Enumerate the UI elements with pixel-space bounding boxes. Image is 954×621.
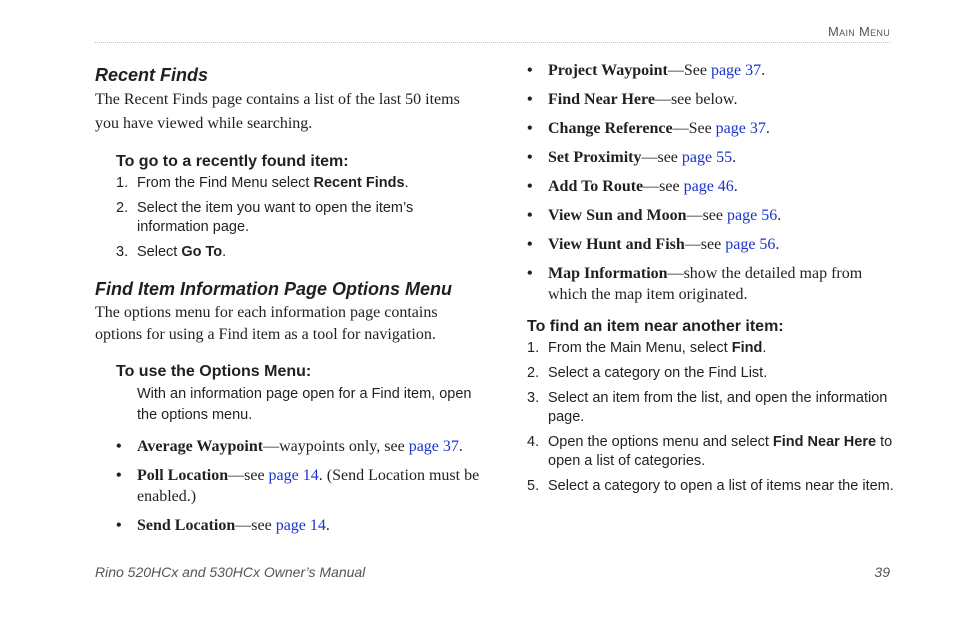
step-text-end: . [404,175,409,191]
step-text: Open the options menu and select [548,434,773,450]
bullet-dot: • [527,178,533,195]
bullet-text: —see [686,207,727,224]
bullet-dot: • [527,207,533,224]
bullet-term: Send Location [137,517,236,534]
bullet-dot: • [527,236,533,253]
step-item [116,174,485,193]
bullet-item [527,60,897,81]
step-text-end: . [222,244,227,260]
bullet-text: —See [672,120,716,137]
bullet-text: —see [641,149,682,166]
step-item [527,433,897,471]
bullet-term: Set Proximity [548,149,642,166]
bullet-text: —see [235,517,276,534]
recent-finds-intro: The Recent Finds page contains a list of the last 50 items you have viewed while searching. [95,91,460,132]
bullet-text-end: . [765,120,770,137]
bullet-dot: • [116,467,122,484]
bullet-term: Average Waypoint [137,438,264,455]
bullet-text: —see below. [654,91,738,108]
bullet-term: Find Near Here [548,91,655,108]
bullet-item [527,263,897,305]
bullet-dot: • [527,149,533,166]
options-menu-bullets [116,436,485,536]
step-item [116,243,485,262]
bullet-text-end: . [775,236,780,253]
footer-page-number: 39 [874,564,890,580]
step-bold: Go To [181,244,223,260]
right-column [527,60,897,502]
bullet-item [116,465,485,507]
bullet-text-end: . [732,149,737,166]
step-number: 1. [116,175,129,191]
bullet-text: —See [667,62,711,79]
step-text: Select [137,244,182,260]
step-number: 2. [116,200,129,216]
page-link[interactable]: page 14 [275,517,326,534]
bullet-dot: • [116,438,122,455]
recent-finds-steps [116,174,485,262]
options-menu-procedure-text: With an information page open for a Find item, open the options menu. [137,386,472,423]
step-number: 2. [527,365,540,381]
bullet-text-end: . [458,438,463,455]
step-text: Select an item from the list, and open the information page. [548,390,888,425]
bullet-term: Map Information [548,265,668,282]
bullet-text: —see [228,467,269,484]
bullet-dot: • [527,120,533,137]
bullet-term: View Hunt and Fish [548,236,685,253]
step-text: Select the item you want to open the item’s information page. [137,200,414,235]
left-column [95,60,485,544]
step-bold: Find [731,340,763,356]
options-menu-heading: Find Item Information Page Options Menu [95,279,453,299]
step-number: 4. [527,434,540,450]
options-menu-intro: The options menu for each information page contains options for using a Find item as a tool for navigation. [95,304,438,343]
bullet-text: —waypoints only, see [263,438,409,455]
bullet-item [527,234,897,255]
bullet-term: Poll Location [137,467,229,484]
step-item [527,477,897,496]
bullet-item [527,205,897,226]
step-item [527,364,897,383]
step-text: From the Main Menu, select [548,340,732,356]
bullet-dot: • [527,62,533,79]
page-link[interactable]: page 46 [683,178,734,195]
step-text-end: to open a list of categories. [548,434,893,469]
bullet-item [116,515,485,536]
bullet-item [527,147,897,168]
find-near-steps [527,339,897,496]
bullet-dot: • [527,91,533,108]
page-link[interactable]: page 37 [710,62,762,79]
step-text: From the Find Menu select [137,175,314,191]
step-text: Select a category on the Find List. [548,365,768,381]
page-link[interactable]: page 56 [727,207,778,224]
bullet-item [527,118,897,139]
step-item [527,389,897,427]
bullet-item [116,436,485,457]
running-header: Main Menu [828,24,890,39]
step-bold: Find Near Here [772,434,877,450]
step-number: 1. [527,340,540,356]
recent-finds-procedure-title: To go to a recently found item: [116,153,349,170]
find-near-procedure-title: To find an item near another item: [527,318,784,335]
page-link[interactable]: page 37 [715,120,766,137]
page-link[interactable]: page 56 [725,236,776,253]
step-number: 5. [527,478,540,494]
bullet-text: —show the detailed map from which the map item originated. [548,265,863,303]
bullet-term: Project Waypoint [548,62,668,79]
page-link[interactable]: page 55 [681,149,733,166]
page-link[interactable]: page 37 [408,438,459,455]
step-number: 3. [527,390,540,406]
step-text-end: . [762,340,767,356]
step-bold: Recent Finds [313,175,405,191]
bullet-text: —see [643,178,684,195]
options-menu-bullets-continued [527,60,897,305]
bullet-text: —see [684,236,726,253]
bullet-text-end: . [733,178,738,195]
step-item [527,339,897,358]
bullet-text-end: . [777,207,782,224]
step-text: Select a category to open a list of items near the item. [548,478,894,494]
footer-manual-title: Rino 520HCx and 530HCx Owner’s Manual [95,564,366,580]
options-menu-procedure-title: To use the Options Menu: [116,363,312,380]
step-number: 3. [116,244,129,260]
bullet-text-end: . (Send Location must be enabled.) [137,467,480,505]
bullet-term: Change Reference [548,120,673,137]
bullet-term: View Sun and Moon [548,207,687,224]
bullet-item [527,176,897,197]
bullet-item [527,89,897,110]
bullet-dot: • [116,517,122,534]
bullet-term: Add To Route [548,178,644,195]
header-rule [95,42,890,43]
page-link[interactable]: page 14 [268,467,319,484]
bullet-text-end: . [325,517,330,534]
bullet-dot: • [527,265,533,282]
bullet-text-end: . [761,62,766,79]
step-item [116,199,485,237]
recent-finds-heading: Recent Finds [95,65,209,85]
